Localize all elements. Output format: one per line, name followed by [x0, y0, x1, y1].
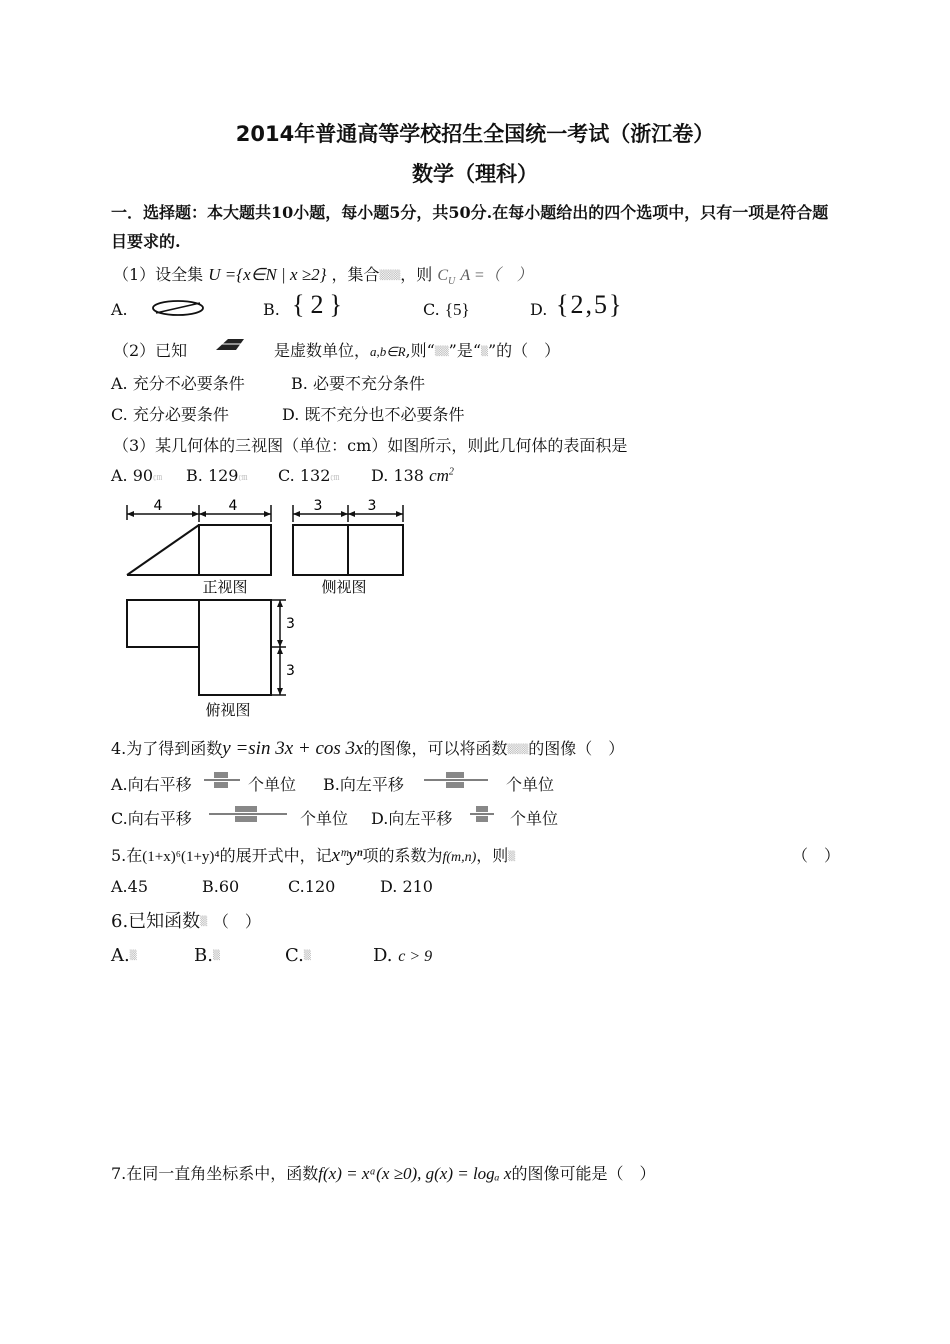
q1-complement-symbol: C — [437, 267, 449, 284]
q5-mid: 的展开式中，记 — [219, 846, 332, 865]
q4-prefix: 4.为了得到函数 — [111, 739, 223, 758]
q1-option-b — [263, 300, 280, 319]
q6-option-a-label: A. — [111, 945, 130, 966]
q1-complement-tail: A =（ ） — [460, 267, 533, 284]
front-dim-1: 4 — [153, 498, 163, 514]
question-3-stem: （3）某几何体的三视图（单位：cm）如图所示，则此几何体的表面积是 — [113, 436, 628, 455]
q2-cond: a,b∈R — [370, 344, 406, 359]
q1-option-d-label: D. — [530, 300, 548, 319]
q3-option-a-label: A. — [111, 466, 128, 485]
q2-condition2-image: ▒ — [481, 346, 488, 357]
q1-option-a — [111, 300, 128, 319]
q4-option-c — [111, 806, 192, 829]
q4-option-c-unit: 个单位 — [300, 809, 349, 828]
q4-option-d-unit: 个单位 — [510, 809, 559, 828]
q3-three-view-figure — [100, 490, 440, 720]
q3-option-b — [186, 466, 248, 485]
top-view-rect-left — [127, 600, 199, 647]
side-view-rect-right — [348, 525, 403, 575]
q6-option-d-label: D. — [373, 945, 393, 966]
page-subtitle: 数学（理科） — [412, 162, 538, 186]
q6-option-b-label: B. — [194, 945, 213, 966]
q5-option-d — [380, 877, 433, 896]
question-7-stem — [111, 1161, 655, 1184]
q6-option-b — [194, 945, 220, 966]
q1-option-c-value: {5} — [444, 300, 470, 319]
q2-option-a — [111, 371, 245, 394]
q4-option-b — [323, 772, 404, 795]
q3-option-b-label: B. — [186, 466, 203, 485]
q5-option-d-value: 210 — [402, 877, 433, 896]
q7-prefix: 7.在同一直角坐标系中，函数 — [111, 1164, 319, 1183]
q5-option-a-value: 45 — [127, 877, 148, 896]
q2-option-a-label: A. — [111, 374, 128, 393]
front-view-label: 正视图 — [202, 578, 248, 596]
q3-option-d-value: 138 — [393, 466, 424, 485]
q3-option-c-unit-image: ㎝ — [330, 473, 340, 483]
q4-option-d — [371, 806, 452, 829]
top-view-label: 俯视图 — [205, 701, 251, 719]
section-instructions-line1: 一．选择题：本大题共10小题，每小题5分，共50分.在每小题给出的四个选项中，只有一项是符合题 — [111, 203, 829, 222]
q6-option-a-image: ▒ — [129, 951, 137, 961]
q6-stem-text: 6.已知函数 — [111, 911, 201, 932]
q6-option-a — [111, 945, 137, 966]
q2-option-b-text: 必要不充分条件 — [312, 374, 425, 393]
side-dim-2: 3 — [367, 498, 377, 514]
section-instructions-line2: 目要求的. — [111, 232, 181, 251]
q4-option-c-fraction-image — [205, 804, 291, 824]
q6-option-c-image: ▒ — [303, 951, 311, 961]
q5-option-b-label: B. — [202, 877, 219, 896]
q5-sum-image: ▒ — [508, 851, 516, 862]
q5-term: xᵐyⁿ — [331, 845, 363, 866]
top-view-rect-right — [199, 600, 271, 695]
q4-option-a-label: A.向右平移 — [111, 775, 192, 794]
q2-option-b-label: B. — [291, 374, 308, 393]
q4-option-a-fraction-image — [200, 770, 244, 790]
question-1-stem — [113, 262, 533, 287]
q1-option-c-label: C. — [423, 300, 440, 319]
q3-option-a-value: 90 — [132, 466, 154, 485]
q5-option-a — [111, 877, 148, 896]
q5-option-b — [202, 877, 239, 896]
q5-option-a-label: A. — [111, 877, 128, 896]
q2-tail2: ”是“ — [448, 341, 482, 360]
q1-option-b-value: {2} — [292, 290, 348, 319]
q5-expression: (1+x)⁶(1+y)⁴ — [142, 849, 220, 865]
q2-tail3: ”的（ ） — [487, 341, 561, 360]
q1-mid2: ，则 — [400, 265, 433, 284]
q2-formula-image — [212, 336, 246, 352]
q3-option-d — [371, 466, 454, 486]
q5-fmn: f(m,n) — [442, 850, 477, 865]
q1-option-a-label: A. — [111, 300, 128, 319]
q2-mid: 是虚数单位， — [274, 341, 371, 360]
q1-mid: ，集合 — [331, 265, 380, 284]
q1-option-d-value: {2,5} — [556, 290, 624, 319]
q3-option-b-unit-image: ㎝ — [238, 473, 248, 483]
front-view-rect — [199, 525, 271, 575]
q6-function-image: ▒ — [200, 917, 208, 927]
q4-tail: 的图像（ ） — [528, 739, 625, 758]
side-view-label: 侧视图 — [321, 578, 367, 596]
question-5-stem — [111, 843, 515, 867]
q4-option-b-fraction-image — [420, 770, 492, 790]
q3-option-d-unit: cm — [429, 466, 449, 485]
page-title: 2014年普通高等学校招生全国统一考试（浙江卷） — [235, 122, 715, 146]
q5-option-c — [288, 877, 335, 896]
top-dim-2: 3 — [286, 663, 295, 679]
q5-answer-bracket: （ ） — [792, 846, 841, 865]
q4-option-b-label: B.向左平移 — [323, 775, 404, 794]
side-view-rect-left — [293, 525, 348, 575]
side-dim-1: 3 — [313, 498, 323, 514]
q6-option-c-label: C. — [285, 945, 304, 966]
q1-prefix: （1）设全集 — [113, 265, 204, 284]
question-2-stem — [113, 338, 187, 361]
q4-option-c-label: C.向右平移 — [111, 809, 192, 828]
q3-option-c-value: 132 — [299, 466, 331, 485]
q5-tail: ，则 — [476, 846, 509, 865]
q1-universal-set: U ={x∈N | x ≥2} — [208, 265, 327, 284]
q2-prefix: （2）已知 — [113, 341, 188, 360]
front-dim-2: 4 — [228, 498, 238, 514]
q1-option-c — [423, 300, 470, 320]
q2-option-b — [291, 371, 425, 394]
q3-option-d-unit-sup: 2 — [448, 466, 454, 478]
q7-functions: f(x) = xᵃ(x ≥0), g(x) = logₐ x — [318, 1164, 512, 1183]
q1-set-a-image: ▒▒▒ — [379, 270, 401, 281]
q5-option-c-label: C. — [288, 877, 305, 896]
q3-option-a-unit-image: ㎝ — [153, 473, 163, 483]
q6-answer-bracket: （ ） — [212, 912, 261, 931]
q3-option-d-label: D. — [371, 466, 389, 485]
front-view-slope — [127, 525, 199, 575]
q6-option-d-value: c > 9 — [398, 948, 433, 965]
q5-option-c-value: 120 — [304, 877, 336, 896]
question-4-stem — [111, 736, 624, 760]
q4-option-d-label: D.向左平移 — [371, 809, 453, 828]
q2-option-c-text: 充分必要条件 — [132, 405, 229, 424]
q1-option-a-emptyset — [148, 298, 208, 318]
q4-mid: 的图像，可以将函数 — [363, 739, 508, 758]
q2-option-c — [111, 402, 229, 425]
q1-option-b-label: B. — [263, 300, 280, 319]
q3-option-c — [278, 466, 339, 485]
top-dim-1: 3 — [286, 616, 295, 632]
q2-option-c-label: C. — [111, 405, 128, 424]
q2-stem-rest — [274, 338, 560, 361]
q7-tail: 的图像可能是（ ） — [511, 1164, 656, 1183]
q4-source-function-image: ▒▒▒ — [507, 744, 529, 755]
q4-function: y =sin 3x + cos 3x — [222, 738, 364, 759]
q1-complement-sub: U — [448, 276, 456, 288]
q3-option-b-value: 129 — [207, 466, 239, 485]
q6-option-b-image: ▒ — [212, 951, 220, 961]
q2-option-d-text: 既不充分也不必要条件 — [304, 405, 465, 424]
q5-option-d-label: D. — [380, 877, 398, 896]
q3-option-a — [111, 466, 162, 485]
q2-condition-image: ▒▒ — [434, 346, 449, 357]
q5-mid2: 项的系数为 — [362, 846, 443, 865]
q2-option-a-text: 充分不必要条件 — [132, 374, 245, 393]
q4-option-a — [111, 772, 192, 795]
q2-option-d — [282, 402, 464, 425]
q4-option-a-unit: 个单位 — [248, 775, 297, 794]
q3-option-c-label: C. — [278, 466, 295, 485]
q2-option-d-label: D. — [282, 405, 300, 424]
q5-prefix: 5.在 — [111, 846, 143, 865]
q4-option-d-fraction-image — [466, 804, 498, 824]
q4-option-b-unit: 个单位 — [506, 775, 555, 794]
question-6-stem — [111, 907, 261, 933]
q6-option-d — [373, 945, 432, 966]
q6-option-c — [285, 945, 311, 966]
q5-option-b-value: 60 — [218, 877, 240, 896]
q2-tail1: ,则“ — [405, 341, 435, 360]
q1-option-d — [530, 300, 547, 319]
